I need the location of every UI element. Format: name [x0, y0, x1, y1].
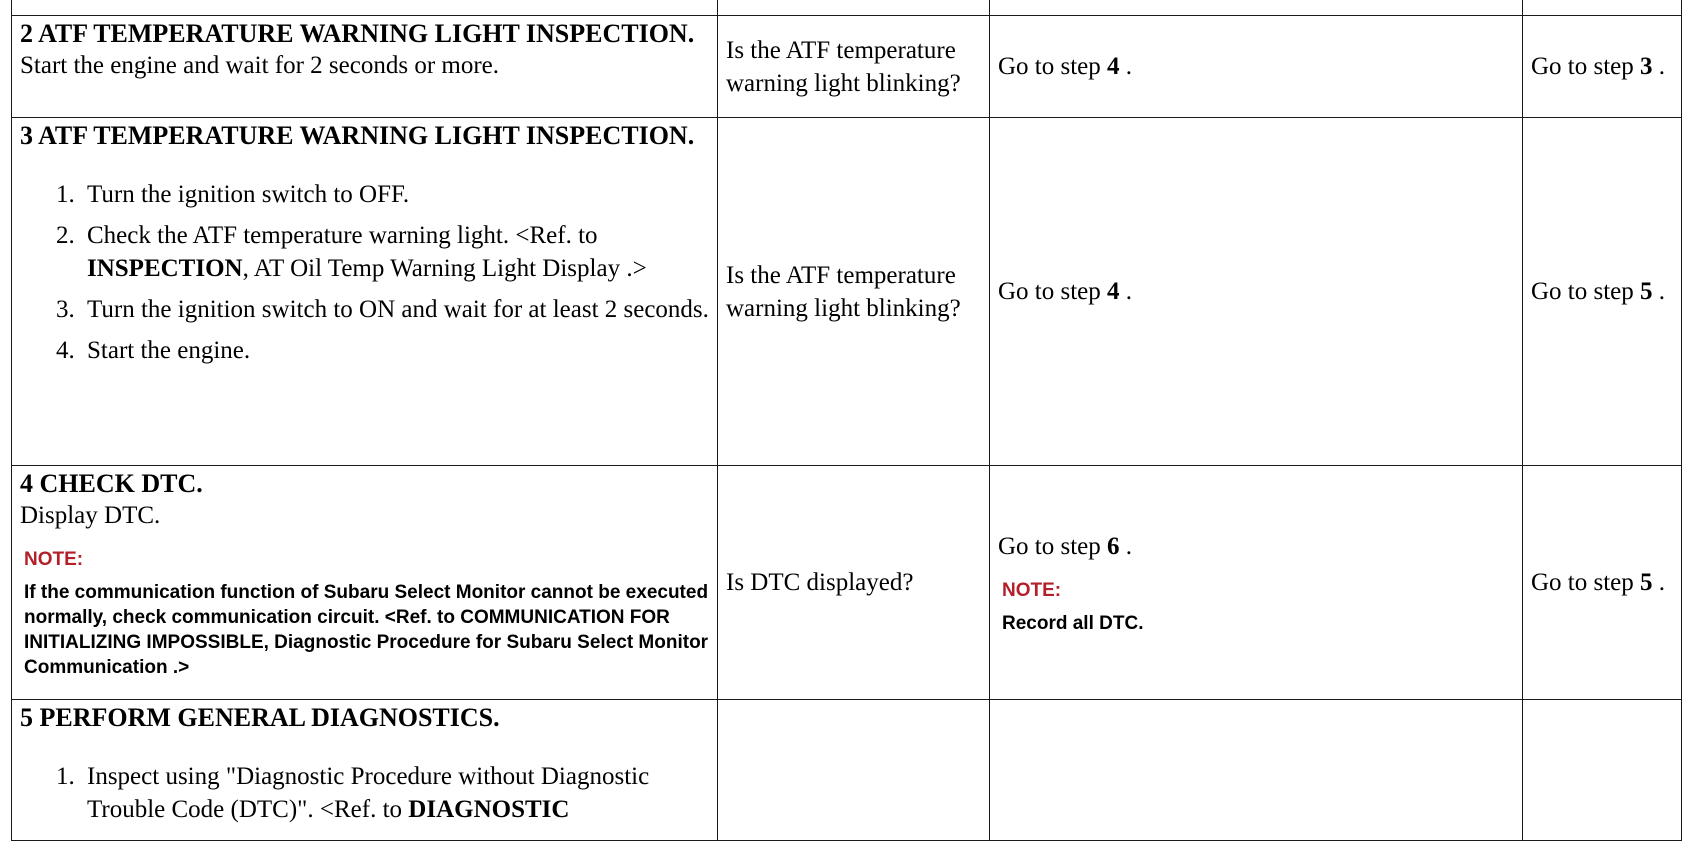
check-cell: [718, 466, 990, 700]
step-title: 4 CHECK DTC.: [20, 469, 203, 498]
no-step-link[interactable]: 5: [1640, 278, 1653, 305]
step-title: 3 ATF TEMPERATURE WARNING LIGHT INSPECTION.: [20, 121, 695, 150]
no-step-link[interactable]: 5: [1640, 569, 1653, 596]
no-cell: [1523, 118, 1682, 466]
yes-step-link[interactable]: 6: [1107, 532, 1120, 560]
step-cell: [12, 118, 718, 466]
note-text: Record all DTC.: [1002, 612, 1144, 634]
step-instruction: Start the engine and wait for 2 seconds or more.: [20, 52, 500, 79]
no-cell: [1523, 16, 1682, 118]
yes-step-link[interactable]: 4: [1107, 53, 1120, 80]
ref-link[interactable]: DIAGNOSTIC: [408, 796, 570, 823]
yes-action: Go to step 4 .: [998, 278, 1133, 305]
yes-cell: [990, 16, 1523, 118]
check-text: Is the ATF temperature warning light blinking?: [726, 261, 961, 322]
list-item: 4. Start the engine.: [81, 334, 709, 367]
note-label: NOTE:: [1002, 579, 1062, 601]
note-text: If the communication function of Subaru Select Monitor cannot be executed normally, check communication circuit. <Ref. to COMMUNICATION FOR INITIALIZING IMPOSSIBLE, Diagnostic Procedure for Subaru Select Monitor Communication .>: [24, 582, 709, 678]
yes-cell: [990, 466, 1523, 700]
table-row: [12, 0, 1682, 16]
yes-action: Go to step 6 .: [998, 532, 1133, 560]
list-item: 3. Turn the ignition switch to ON and wait for at least 2 seconds.: [81, 293, 709, 326]
yes-action: Go to step 4 .: [998, 53, 1133, 80]
step-title: 5 PERFORM GENERAL DIAGNOSTICS.: [20, 703, 500, 732]
list-item: 1. Inspect using "Diagnostic Procedure without Diagnostic Trouble Code (DTC)". <Ref. to DIAGNOSTIC: [81, 760, 709, 826]
yes-cell: [990, 118, 1523, 466]
list-item: 2. Check the ATF temperature warning light. <Ref. to INSPECTION, AT Oil Temp Warning Light Display .>: [81, 219, 709, 285]
list-item: 1. Turn the ignition switch to OFF.: [81, 178, 709, 211]
no-action: Go to step 5 .: [1531, 278, 1666, 305]
table-row-step-4: [12, 466, 1682, 700]
check-cell: [718, 118, 990, 466]
no-cell: [1523, 466, 1682, 700]
yes-step-link[interactable]: 4: [1107, 278, 1120, 305]
check-text: Is the ATF temperature warning light blinking?: [726, 36, 961, 97]
procedure-list: [20, 760, 709, 826]
ref-link[interactable]: INSPECTION: [87, 255, 243, 282]
table-row-step-3: [12, 118, 1682, 466]
no-action: Go to step 3 .: [1531, 53, 1666, 80]
no-step-link[interactable]: 3: [1640, 53, 1653, 80]
procedure-list: [20, 178, 709, 367]
note-label: NOTE:: [24, 549, 84, 570]
diagnostic-table: [11, 0, 1682, 841]
step-cell: [12, 466, 718, 700]
table-row-step-2: [12, 16, 1682, 118]
check-text: Is DTC displayed?: [726, 569, 914, 596]
step-cell: [12, 700, 718, 841]
no-action: Go to step 5 .: [1531, 569, 1666, 596]
check-cell: [718, 16, 990, 118]
table-row-step-5: [12, 700, 1682, 841]
step-title: 2 ATF TEMPERATURE WARNING LIGHT INSPECTION.: [20, 19, 695, 48]
step-cell: [12, 16, 718, 118]
step-instruction: Display DTC.: [20, 502, 161, 529]
